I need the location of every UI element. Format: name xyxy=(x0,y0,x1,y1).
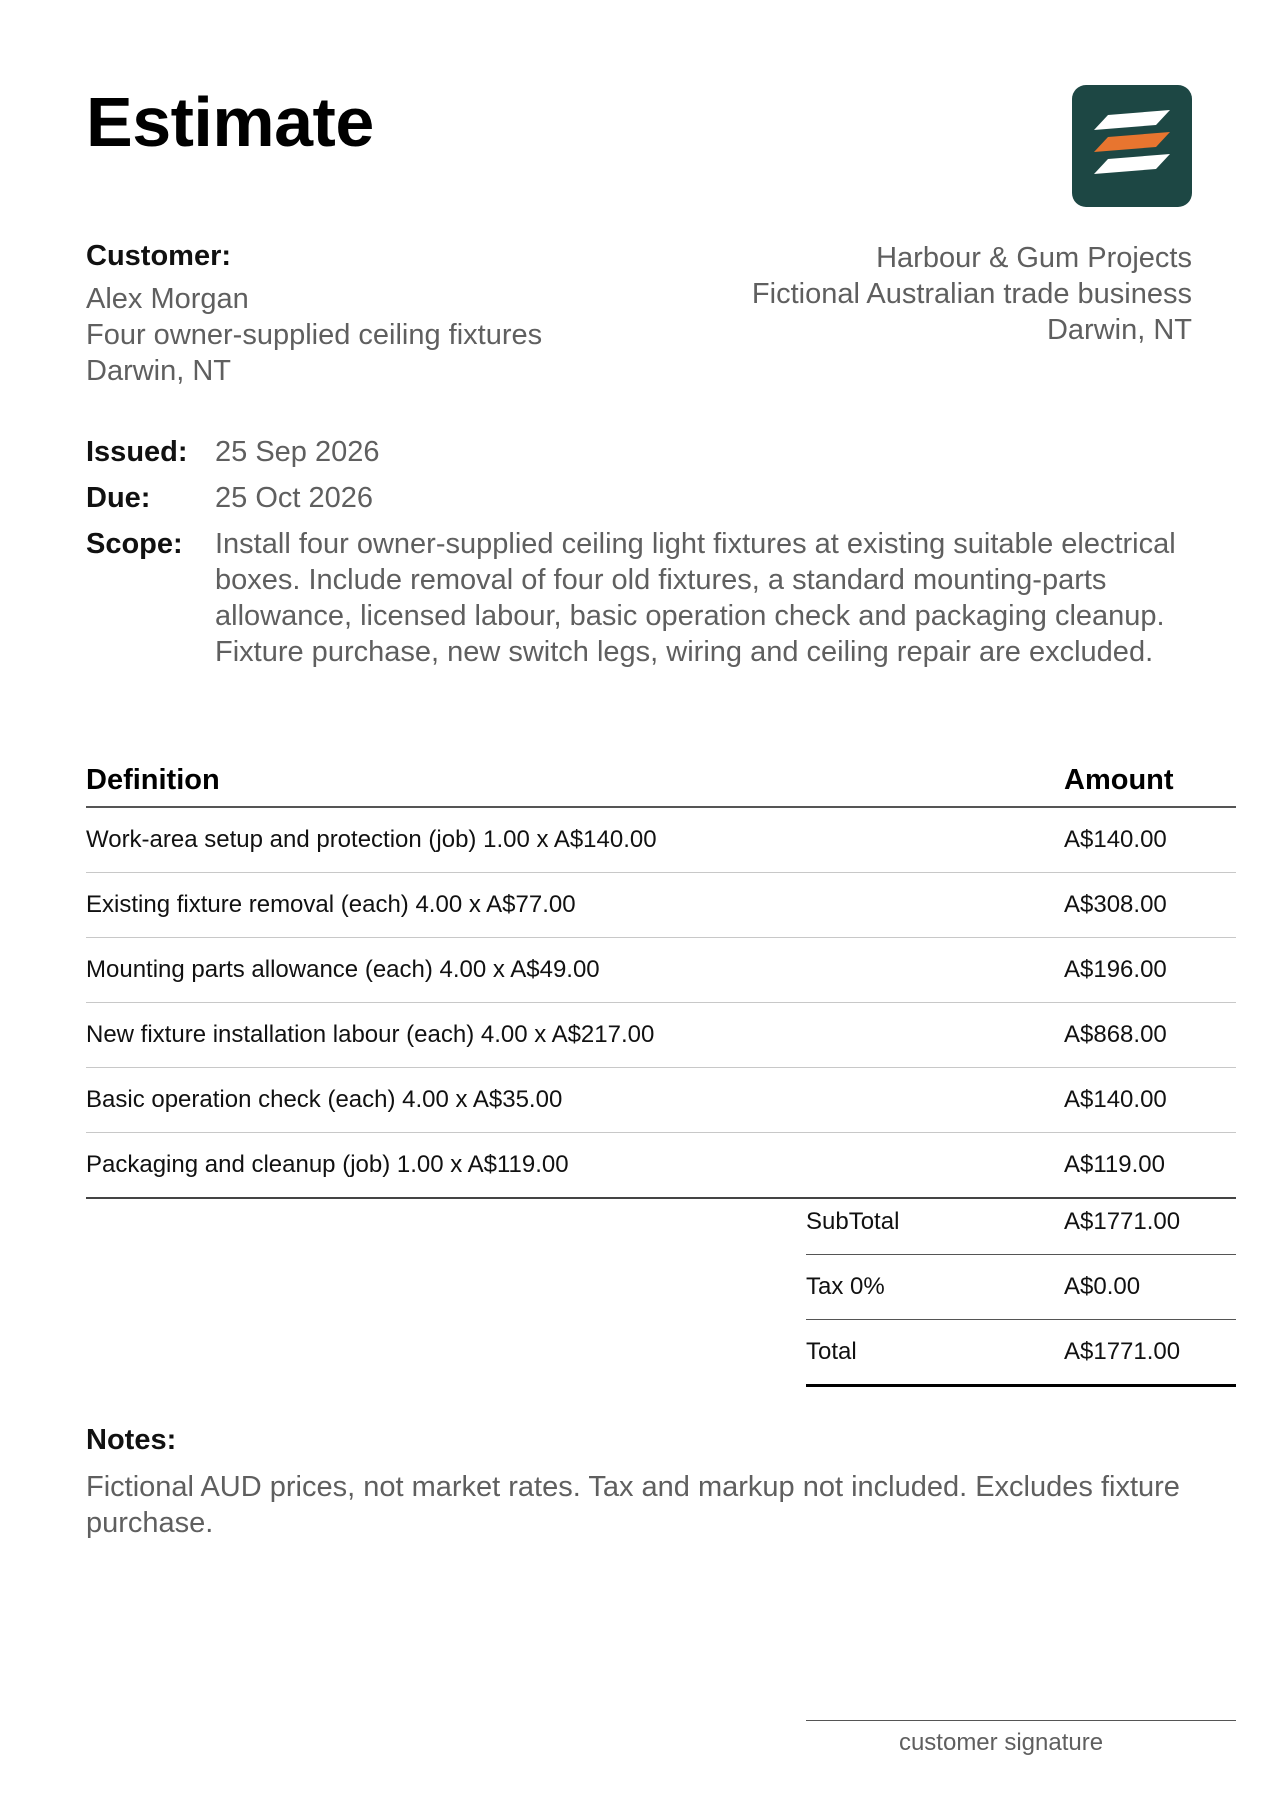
business-location: Darwin, NT xyxy=(1046,314,1192,346)
due-label: Due: xyxy=(86,482,151,514)
item-definition: Basic operation check (each) 4.00 x A$35.00 xyxy=(86,1086,563,1113)
item-amount: A$119.00 xyxy=(1064,1151,1165,1178)
line-items-table xyxy=(86,754,1236,1199)
table-row xyxy=(86,808,1236,873)
tax-row xyxy=(806,1255,1236,1320)
due-date: 25 Oct 2026 xyxy=(215,482,373,514)
customer-label: Customer: xyxy=(86,240,232,272)
table-row xyxy=(86,1003,1236,1068)
scope-label: Scope: xyxy=(86,528,183,560)
estimate-meta xyxy=(86,434,1226,680)
subtotal-value: A$1771.00 xyxy=(1064,1208,1181,1235)
notes-label: Notes: xyxy=(86,1424,177,1456)
issued-date: 25 Sep 2026 xyxy=(215,436,380,468)
signature-label: customer signature xyxy=(898,1729,1104,1756)
total-label: Total xyxy=(806,1338,857,1365)
business-description: Fictional Australian trade business xyxy=(751,278,1192,310)
issued-label: Issued: xyxy=(86,436,188,468)
customer-block xyxy=(86,240,542,389)
stacked-layers-logo-icon xyxy=(1072,85,1192,207)
issued-row xyxy=(86,434,1226,470)
total-row xyxy=(806,1320,1236,1387)
tax-value: A$0.00 xyxy=(1064,1273,1141,1300)
customer-job: Four owner-supplied ceiling fixtures xyxy=(86,319,543,351)
due-row xyxy=(86,480,1226,516)
notes-text: Fictional AUD prices, not market rates. Tax and markup not included. Excludes fixture purchase. xyxy=(86,1471,1180,1539)
total-value: A$1771.00 xyxy=(1064,1338,1181,1365)
business-name: Harbour & Gum Projects xyxy=(876,242,1192,274)
signature-line xyxy=(806,1720,1236,1757)
scope-text: Install four owner-supplied ceiling light fixtures at existing suitable electrical boxes. Include removal of four old fixtures, a standard mounting-parts allowance, licensed labour, basic operation check and packaging cleanup. Fixture purchase, new switch legs, wiring and ceiling repair are excluded. xyxy=(215,528,1176,668)
item-amount: A$140.00 xyxy=(1064,826,1167,853)
document-title: Estimate xyxy=(86,83,374,161)
item-amount: A$196.00 xyxy=(1064,956,1167,983)
table-row xyxy=(86,873,1236,938)
customer-location: Darwin, NT xyxy=(86,355,232,387)
customer-name: Alex Morgan xyxy=(86,283,249,315)
table-row xyxy=(86,1068,1236,1133)
notes-block xyxy=(86,1424,1206,1541)
item-definition: Packaging and cleanup (job) 1.00 x A$119.00 xyxy=(86,1151,569,1178)
business-block xyxy=(752,240,1192,348)
item-definition: Mounting parts allowance (each) 4.00 x A$49.00 xyxy=(86,956,600,983)
scope-row xyxy=(86,526,1226,670)
item-definition: New fixture installation labour (each) 4.00 x A$217.00 xyxy=(86,1021,655,1048)
subtotal-label: SubTotal xyxy=(806,1208,900,1235)
company-logo xyxy=(1072,85,1192,207)
item-definition: Work-area setup and protection (job) 1.00 x A$140.00 xyxy=(86,826,657,853)
item-amount: A$868.00 xyxy=(1064,1021,1167,1048)
item-amount: A$308.00 xyxy=(1064,891,1167,918)
table-header xyxy=(86,754,1236,808)
totals-block xyxy=(806,1190,1236,1387)
amount-header: Amount xyxy=(1064,763,1174,796)
item-definition: Existing fixture removal (each) 4.00 x A$77.00 xyxy=(86,891,576,918)
tax-label: Tax 0% xyxy=(806,1273,885,1300)
subtotal-row xyxy=(806,1190,1236,1255)
table-row xyxy=(86,938,1236,1003)
definition-header: Definition xyxy=(86,763,220,796)
item-amount: A$140.00 xyxy=(1064,1086,1167,1113)
